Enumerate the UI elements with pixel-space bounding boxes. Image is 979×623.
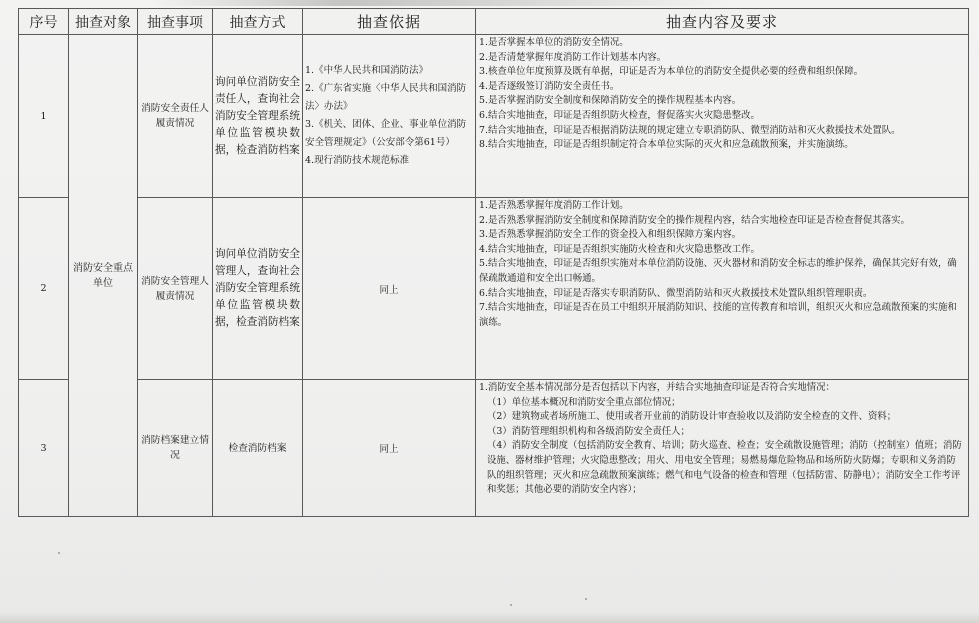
table-row [19,198,969,380]
row-1-seq: 1 [19,35,69,198]
object-cell [69,35,138,517]
requirement-line: 4.结合实地抽查，印证是否组织实施防火检查和火灾隐患整改工作。 [479,243,760,255]
table-row [19,380,969,517]
row-1-item: 消防安全责任人履责情况 [141,103,209,129]
requirement-line: 1.是否熟悉掌握年度消防工作计划。 [479,200,629,211]
requirement-line: 7.结合实地抽查，印证是否根据消防法规的规定建立专职消防队、微型消防站和灭火救援技术处置队。 [479,124,901,136]
requirement-line: 5.结合实地抽查，印证是否组织实施对本单位消防设施、灭火器材和消防安全标志的维护保养，确保其完好有效，确保疏散通道和安全出口畅通。 [479,258,957,284]
row-3-item-cell [138,380,213,517]
basis-line: 3.《机关、团体、企业、事业单位消防安全管理规定》（公安部令第61号） [305,119,467,148]
requirement-line: 6.结合实地抽查，印证是否组织防火检查，督促落实火灾隐患整改。 [479,109,760,121]
header-item: 抽查事项 [138,9,213,35]
header-row [19,9,969,35]
requirement-line: （1）单位基本概况和消防安全重点部位情况； [487,396,681,408]
row-3-requirements [476,380,969,517]
requirement-line: 4.是否逐级签订消防安全责任书。 [479,80,620,92]
table-row [19,35,969,198]
basis-line: 4.现行消防技术规范标准 [305,155,410,166]
object-label: 消防安全重点单位 [73,262,133,289]
row-2-requirements [476,198,969,380]
row-3-basis: 同上 [303,380,476,517]
row-2-seq: 2 [19,198,69,380]
scan-speck [585,598,587,600]
requirement-line: 1.是否掌握本单位的消防安全情况。 [479,37,629,48]
inspection-table [18,8,969,517]
requirement-line: 3.是否熟悉掌握消防安全工作的资金投入和组织保障方案内容。 [479,229,742,241]
row-3-method: 检查消防档案 [228,442,287,454]
row-2-item: 消防安全管理人履责情况 [141,275,209,302]
requirement-line: （3）消防管理组织机构和各级消防安全责任人； [487,425,690,437]
requirement-line: 3.核查单位年度预算及既有单据，印证是否为本单位的消防安全提供必要的经费和组织保障。 [479,66,863,78]
row-1-basis-cell [303,35,476,198]
row-1-method-cell [213,35,303,198]
row-1-requirements [476,35,969,198]
scan-shadow [150,0,730,6]
requirement-line: 2.是否熟悉掌握消防安全制度和保障消防安全的操作规程内容，结合实地检查印证是否检查督促其落实。 [479,214,910,226]
row-2-method: 询问单位消防安全管理人，查询社会消防安全管理系统单位监管模块数据，检查消防档案 [215,248,300,328]
requirement-line: （4）消防安全制度（包括消防安全教育、培训；防火巡查、检查；安全疏散设施管理；消防（控制室）值班；消防设施、器材维护管理；火灾隐患整改；用火、用电安全管理；易燃易爆危险物品和场所防火防爆；专职和义务消防队的组织管理；灭火和应急疏散预案演练；燃气和电气设备的检查和管理（包括防雷、防静电）；消防安全工作考评和奖惩；其他必要的消防安全内容）； [487,440,962,496]
row-1-item-cell [138,35,213,198]
row-2-item-cell [138,198,213,380]
header-object: 抽查对象 [69,9,138,35]
header-seq: 序号 [19,9,69,35]
header-basis: 抽查依据 [303,9,476,35]
page-bottom-shade [0,612,979,623]
row-3-method-cell [213,380,303,517]
basis-line: 1.《中华人民共和国消防法》 [305,65,429,76]
row-3-item: 消防档案建立情况 [141,435,209,461]
row-3-seq: 3 [19,380,69,517]
header-method: 抽查方式 [213,9,303,35]
requirement-line: 7.结合实地抽查，印证是否在员工中组织开展消防知识、技能的宣传教育和培训，组织灭火和应急疏散预案的实施和演练。 [479,302,957,328]
requirement-line: 1.消防安全基本情况部分是否包括以下内容，并结合实地抽查印证是否符合实地情况： [479,382,835,393]
row-1-method: 询问单位消防安全责任人，查询社会消防安全管理系统单位监管模块数据，检查消防档案 [215,75,300,156]
basis-line: 2.《广东省实施〈中华人民共和国消防法〉办法》 [305,83,467,112]
requirement-line: 8.结合实地抽查，印证是否组织制定符合本单位实际的灭火和应急疏散预案，并实施演练。 [479,139,854,151]
requirement-line: 2.是否清楚掌握年度消防工作计划基本内容。 [479,51,667,63]
requirement-line: 5.是否掌握消防安全制度和保障消防安全的操作规程基本内容。 [479,95,742,107]
scan-speck [58,552,60,554]
row-2-basis: 同上 [303,198,476,380]
requirement-line: （2）建筑物或者场所施工、使用或者开业前的消防设计审查验收以及消防安全检查的文件、资料； [487,411,897,423]
requirement-line: 6.结合实地抽查，印证是否落实专职消防队、微型消防站和灭火救援技术处置队组织管理职责。 [479,287,873,299]
header-requirements: 抽查内容及要求 [476,9,969,35]
scan-speck [510,604,512,606]
row-2-method-cell [213,198,303,380]
